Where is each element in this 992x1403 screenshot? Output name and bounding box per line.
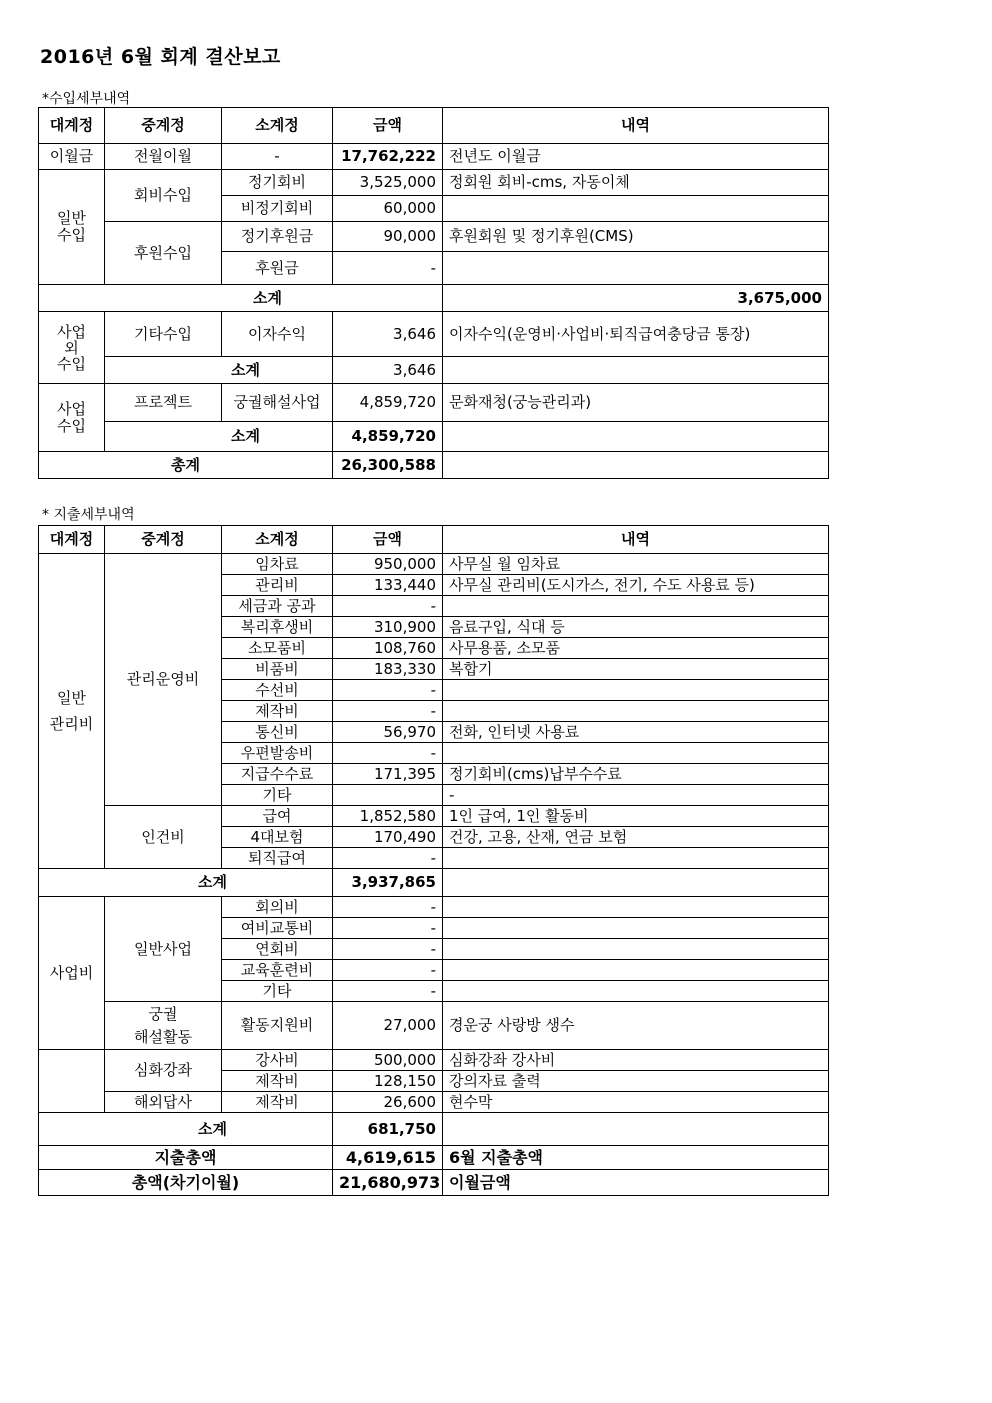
major-cell: 일반 관리비 xyxy=(39,554,105,869)
sub-cell: 세금과 공과 xyxy=(222,596,333,617)
amount-cell: - xyxy=(333,848,443,869)
subtotal-label: 소계 xyxy=(105,422,333,452)
table-header-row xyxy=(39,526,829,554)
note-cell: - xyxy=(443,785,829,806)
mid-cell: 심화강좌 xyxy=(105,1050,222,1092)
header-major: 대계정 xyxy=(39,108,105,144)
mid-cell: 해외답사 xyxy=(105,1092,222,1113)
sub-cell: 소모품비 xyxy=(222,638,333,659)
amount-cell: 1,852,580 xyxy=(333,806,443,827)
income-section-heading: *수입세부내역 xyxy=(42,91,131,107)
amount-cell: 90,000 xyxy=(333,222,443,252)
note-cell xyxy=(443,939,829,960)
mid-cell: 인건비 xyxy=(105,806,222,869)
amount-cell: 950,000 xyxy=(333,554,443,575)
note-cell: 심화강좌 강사비 xyxy=(443,1050,829,1071)
note-cell xyxy=(443,918,829,939)
mid-cell: 기타수입 xyxy=(105,312,222,357)
sub-cell: 통신비 xyxy=(222,722,333,743)
note-cell xyxy=(443,701,829,722)
note-cell xyxy=(443,981,829,1002)
header-major: 대계정 xyxy=(39,526,105,554)
total-amount: 4,619,615 xyxy=(333,1146,443,1170)
expense-table xyxy=(38,525,829,1196)
sub-cell: 비품비 xyxy=(222,659,333,680)
table-row xyxy=(39,897,829,918)
amount-cell: 4,859,720 xyxy=(333,384,443,422)
mid-cell: 일반사업 xyxy=(105,897,222,1002)
sub-cell: 기타 xyxy=(222,785,333,806)
sub-cell: - xyxy=(222,144,333,170)
note-cell xyxy=(443,596,829,617)
total-amount: 26,300,588 xyxy=(333,452,443,479)
amount-cell: - xyxy=(333,596,443,617)
note-cell: 전년도 이월금 xyxy=(443,144,829,170)
note-cell: 사무용품, 소모품 xyxy=(443,638,829,659)
sub-cell: 기타 xyxy=(222,981,333,1002)
sub-cell: 정기회비 xyxy=(222,170,333,196)
sub-cell: 연회비 xyxy=(222,939,333,960)
amount-cell: 128,150 xyxy=(333,1071,443,1092)
subtotal-amount: 3,675,000 xyxy=(443,285,829,312)
mid-cell: 궁궐 해설활동 xyxy=(105,1002,222,1050)
sub-cell: 관리비 xyxy=(222,575,333,596)
sub-cell: 교육훈련비 xyxy=(222,960,333,981)
table-row xyxy=(39,1002,829,1050)
note-cell xyxy=(443,1113,829,1146)
table-row xyxy=(39,170,829,196)
amount-cell: 500,000 xyxy=(333,1050,443,1071)
note-cell: 음료구입, 식대 등 xyxy=(443,617,829,638)
table-row xyxy=(39,312,829,357)
note-cell: 정회원 회비-cms, 자동이체 xyxy=(443,170,829,196)
table-row xyxy=(39,1050,829,1071)
note-cell: 사무실 관리비(도시가스, 전기, 수도 사용료 등) xyxy=(443,575,829,596)
amount-cell: - xyxy=(333,252,443,285)
amount-cell: 26,600 xyxy=(333,1092,443,1113)
amount-cell: - xyxy=(333,743,443,764)
major-cell: 이월금 xyxy=(39,144,105,170)
table-header-row xyxy=(39,108,829,144)
sub-cell: 이자수익 xyxy=(222,312,333,357)
note-cell xyxy=(443,252,829,285)
balance-note: 이월금액 xyxy=(443,1170,829,1196)
sub-cell: 후원금 xyxy=(222,252,333,285)
amount-cell xyxy=(333,785,443,806)
balance-amount: 21,680,973 xyxy=(333,1170,443,1196)
total-label: 총계 xyxy=(39,452,333,479)
header-sub: 소계정 xyxy=(222,526,333,554)
subtotal-label: 소계 xyxy=(105,357,333,384)
subtotal-amount: 681,750 xyxy=(333,1113,443,1146)
note-cell: 강의자료 출력 xyxy=(443,1071,829,1092)
subtotal-amount: 3,937,865 xyxy=(333,869,443,897)
note-cell: 1인 급여, 1인 활동비 xyxy=(443,806,829,827)
subtotal-row xyxy=(39,285,829,312)
note-cell: 이자수익(운영비·사업비·퇴직급여충당금 통장) xyxy=(443,312,829,357)
sub-cell: 활동지원비 xyxy=(222,1002,333,1050)
amount-cell: - xyxy=(333,701,443,722)
sub-cell: 제작비 xyxy=(222,1092,333,1113)
amount-cell: 171,395 xyxy=(333,764,443,785)
table-row xyxy=(39,144,829,170)
header-amount: 금액 xyxy=(333,526,443,554)
amount-cell: - xyxy=(333,939,443,960)
note-cell xyxy=(443,357,829,384)
subtotal-row xyxy=(39,357,829,384)
note-cell xyxy=(443,869,829,897)
note-cell: 문화재청(궁능관리과) xyxy=(443,384,829,422)
sub-cell: 비정기회비 xyxy=(222,196,333,222)
mid-cell: 회비수입 xyxy=(105,170,222,222)
table-row xyxy=(39,384,829,422)
note-cell xyxy=(443,680,829,701)
header-note: 내역 xyxy=(443,526,829,554)
table-row xyxy=(39,1092,829,1113)
major-cell: 일반 수입 xyxy=(39,170,105,285)
document-title: 2016년 6월 회계 결산보고 xyxy=(40,46,281,68)
amount-cell: - xyxy=(333,918,443,939)
mid-cell: 프로젝트 xyxy=(105,384,222,422)
sub-cell: 4대보험 xyxy=(222,827,333,848)
sub-cell: 제작비 xyxy=(222,1071,333,1092)
note-cell: 경운궁 사랑방 생수 xyxy=(443,1002,829,1050)
note-cell xyxy=(443,196,829,222)
header-sub: 소계정 xyxy=(222,108,333,144)
note-cell: 현수막 xyxy=(443,1092,829,1113)
table-row xyxy=(39,806,829,827)
note-cell xyxy=(443,960,829,981)
subtotal-amount: 3,646 xyxy=(333,357,443,384)
note-cell: 사무실 월 임차료 xyxy=(443,554,829,575)
mid-cell: 전월이월 xyxy=(105,144,222,170)
major-cell xyxy=(39,1050,105,1113)
sub-cell: 수선비 xyxy=(222,680,333,701)
amount-cell: - xyxy=(333,960,443,981)
sub-cell: 임차료 xyxy=(222,554,333,575)
sub-cell: 퇴직급여 xyxy=(222,848,333,869)
subtotal-row xyxy=(39,422,829,452)
note-cell xyxy=(443,452,829,479)
note-cell xyxy=(443,848,829,869)
sub-cell: 우편발송비 xyxy=(222,743,333,764)
sub-cell: 궁궐해설사업 xyxy=(222,384,333,422)
sub-cell: 회의비 xyxy=(222,897,333,918)
amount-cell: 108,760 xyxy=(333,638,443,659)
header-mid: 중계정 xyxy=(105,526,222,554)
note-cell: 정기회비(cms)납부수수료 xyxy=(443,764,829,785)
major-cell: 사업 수입 xyxy=(39,384,105,452)
table-row xyxy=(39,554,829,575)
total-row xyxy=(39,452,829,479)
table-row xyxy=(39,222,829,252)
subtotal-row xyxy=(39,869,829,897)
mid-cell: 관리운영비 xyxy=(105,554,222,806)
note-cell xyxy=(443,422,829,452)
subtotal-label: 소계 xyxy=(39,285,443,312)
amount-cell: 133,440 xyxy=(333,575,443,596)
subtotal-row xyxy=(39,1113,829,1146)
note-cell: 후원회원 및 정기후원(CMS) xyxy=(443,222,829,252)
amount-cell: 17,762,222 xyxy=(333,144,443,170)
subtotal-label: 소계 xyxy=(39,1113,333,1146)
major-cell: 사업비 xyxy=(39,897,105,1050)
expense-section-heading: * 지출세부내역 xyxy=(42,507,135,523)
mid-cell: 후원수입 xyxy=(105,222,222,285)
balance-label: 총액(차기이월) xyxy=(39,1170,333,1196)
amount-cell: 27,000 xyxy=(333,1002,443,1050)
header-amount: 금액 xyxy=(333,108,443,144)
header-mid: 중계정 xyxy=(105,108,222,144)
total-note: 6월 지출총액 xyxy=(443,1146,829,1170)
amount-cell: 60,000 xyxy=(333,196,443,222)
note-cell: 복합기 xyxy=(443,659,829,680)
subtotal-amount: 4,859,720 xyxy=(333,422,443,452)
amount-cell: 3,646 xyxy=(333,312,443,357)
sub-cell: 급여 xyxy=(222,806,333,827)
sub-cell: 강사비 xyxy=(222,1050,333,1071)
total-label: 지출총액 xyxy=(39,1146,333,1170)
sub-cell: 복리후생비 xyxy=(222,617,333,638)
sub-cell: 정기후원금 xyxy=(222,222,333,252)
note-cell xyxy=(443,743,829,764)
amount-cell: - xyxy=(333,680,443,701)
subtotal-label: 소계 xyxy=(39,869,333,897)
amount-cell: - xyxy=(333,981,443,1002)
note-cell: 건강, 고용, 산재, 연금 보험 xyxy=(443,827,829,848)
amount-cell: - xyxy=(333,897,443,918)
major-cell: 사업 외 수입 xyxy=(39,312,105,384)
amount-cell: 56,970 xyxy=(333,722,443,743)
amount-cell: 3,525,000 xyxy=(333,170,443,196)
balance-row xyxy=(39,1170,829,1196)
sub-cell: 여비교통비 xyxy=(222,918,333,939)
amount-cell: 170,490 xyxy=(333,827,443,848)
amount-cell: 310,900 xyxy=(333,617,443,638)
sub-cell: 제작비 xyxy=(222,701,333,722)
header-note: 내역 xyxy=(443,108,829,144)
note-cell xyxy=(443,897,829,918)
income-table xyxy=(38,107,829,479)
total-row xyxy=(39,1146,829,1170)
note-cell: 전화, 인터넷 사용료 xyxy=(443,722,829,743)
amount-cell: 183,330 xyxy=(333,659,443,680)
sub-cell: 지급수수료 xyxy=(222,764,333,785)
